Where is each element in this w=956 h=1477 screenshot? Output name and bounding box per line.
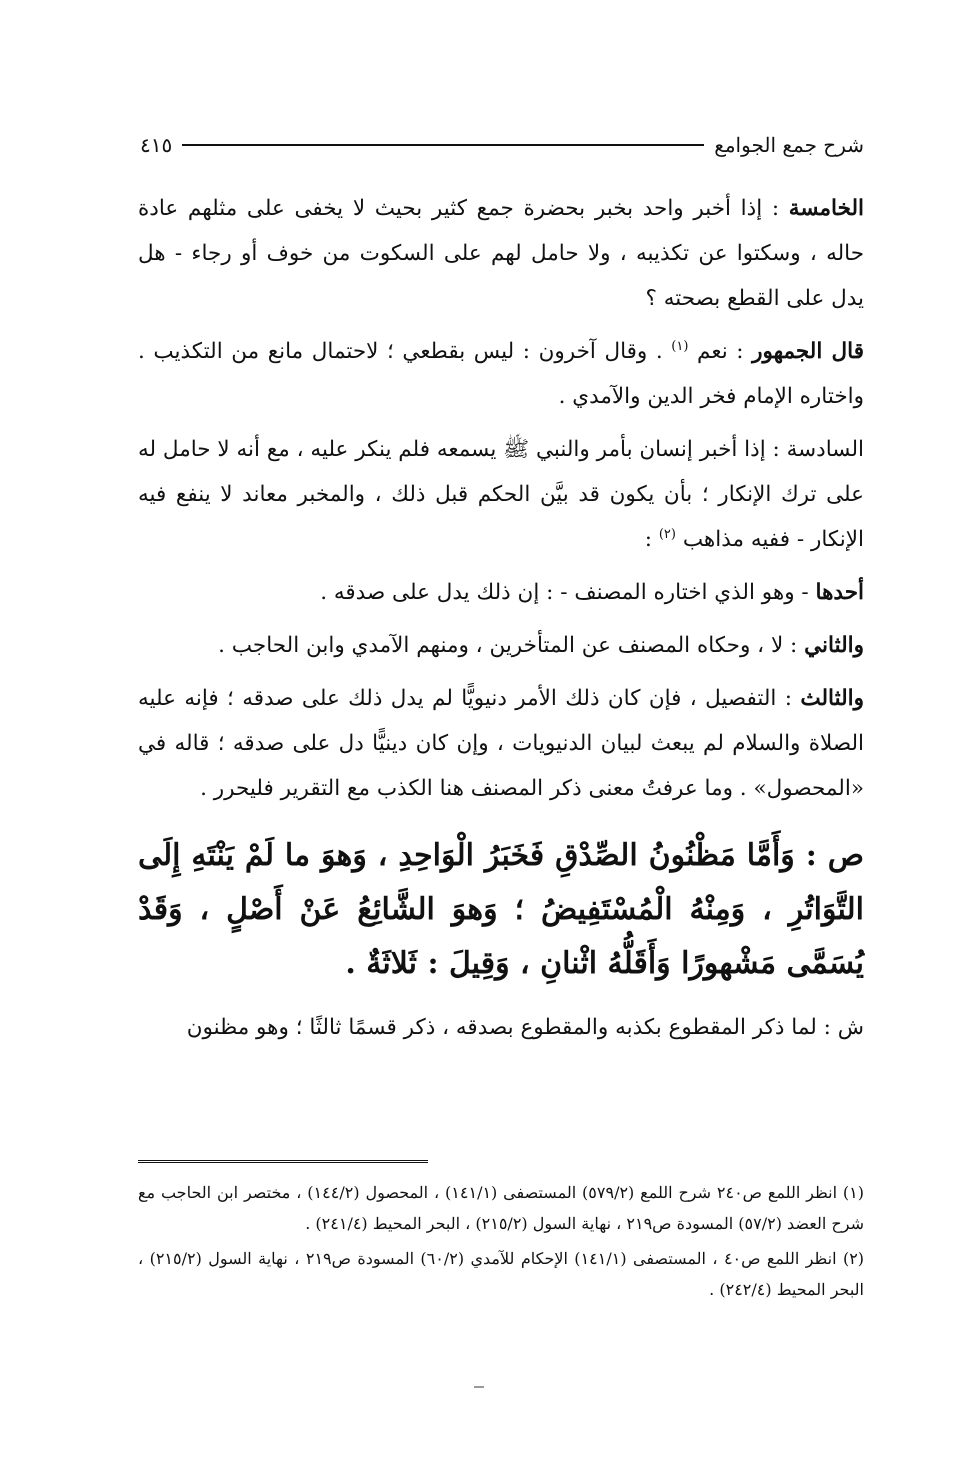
paragraph-text: - وهو الذي اختاره المصنف - : إن ذلك يدل على صدقه .: [320, 580, 809, 605]
footnotes: [138, 1160, 864, 1309]
paragraph-text: : التفصيل ، فإن كان ذلك الأمر دنيويًّا لم يدل ذلك على صدقه ؛ فإنه عليه الصلاة والسلام لم يبعث لبيان الدنيويات ، وإن كان دينيًّا دل على صدقه ؛ قاله في «المحصول» . وما عرفتُ معنى ذكر المصنف هنا الكذب مع التقرير فليحرر .: [138, 686, 864, 801]
page-mark: [474, 1386, 484, 1388]
paragraph-fifth: [138, 186, 864, 321]
paragraph-text: : نعم: [697, 339, 744, 364]
paragraph-heading: والثاني: [804, 633, 864, 658]
footnote-ref-1: (١): [671, 338, 689, 354]
paragraph-heading: أحدها: [815, 580, 864, 605]
footnote-ref-2: (٢): [658, 526, 676, 542]
paragraph-text: السادسة : إذا أخبر إنسان بأمر والنبي ﷺ يسمعه فلم ينكر عليه ، مع أنه لا حامل له على ترك الإنكار ؛ بأن يكون قد بيَّن الحكم قبل ذلك ، والمخبر معاند لا ينفع فيه الإنكار - ففيه مذاهب: [138, 437, 864, 552]
header-title: شرح جمع الجوامع: [714, 133, 864, 157]
running-header: [140, 128, 864, 162]
paragraph-sixth: [138, 427, 864, 562]
paragraph-third-view: [138, 676, 864, 811]
paragraph-commentary: ش : لما ذكر المقطوع بكذبه والمقطوع بصدقه ، ذكر قسمًا ثالثًا ؛ وهو مظنون: [186, 1015, 864, 1040]
paragraph-text: : لا ، وحكاه المصنف عن المتأخرين ، ومنهم الآمدي وابن الحاجب .: [218, 633, 798, 658]
paragraph-heading: قال الجمهور: [752, 339, 864, 364]
paragraph-majority: [138, 329, 864, 419]
paragraph-text: . وقال آخرون : ليس بقطعي ؛ لاحتمال مانع من التكذيب . واختاره الإمام فخر الدين والآمدي .: [138, 339, 864, 409]
footnote-1: (١) انظر اللمع ص٢٤٠ شرح اللمع (٥٧٩/٢) المستصفى (١٤١/١) ، المحصول (١٤٤/٢) ، مختصر ابن الحاجب مع شرح العضد (٥٧/٢) المسودة ص٢١٩ ، نهاية السول (٢١٥/٢) ، البحر المحيط (٢٤١/٤) .: [138, 1183, 864, 1233]
matn-text: ص : وَأَمَّا مَظْنُونُ الصِّدْقِ فَخَبَرُ الْوَاحِدِ ، وَهوَ ما لَمْ يَنْتَهِ إِلَى التَّوَاتُرِ ، وَمِنْهُ الْمُسْتَفِيضُ ؛ وَهوَ الشَّائِعُ عَنْ أَصْلٍ ، وَقَدْ يُسَمَّى مَشْهورًا وَأَقَلُّهُ اثْنانِ ، وَقِيلَ : ثَلاثَةٌ .: [138, 838, 864, 981]
paragraph-second-view: [138, 623, 864, 668]
paragraph-text: : إذا أخبر واحد بخبر بحضرة جمع كثير بحيث لا يخفى على مثلهم عادة حاله ، وسكتوا عن تكذيبه ، ولا حامل لهم على السكوت من خوف أو رجاء - هل يدل على القطع بصحته ؟: [138, 196, 864, 311]
paragraph-heading: الخامسة: [788, 196, 864, 221]
paragraph-heading: والثالث: [800, 686, 864, 711]
paragraph-text: :: [644, 527, 652, 552]
header-rule: [182, 144, 704, 146]
footnote-separator: [138, 1160, 428, 1165]
main-text: [138, 186, 864, 1058]
footnote-2: (٢) انظر اللمع ص٤٠ ، المستصفى (١٤١/١) الإحكام للآمدي (٦٠/٢) المسودة ص٢١٩ ، نهاية السول (٢١٥/٢) ، البحر المحيط (٢٤٢/٤) .: [138, 1249, 865, 1299]
page-number: ٤١٥: [140, 133, 173, 157]
paragraph-first-view: [138, 570, 864, 615]
